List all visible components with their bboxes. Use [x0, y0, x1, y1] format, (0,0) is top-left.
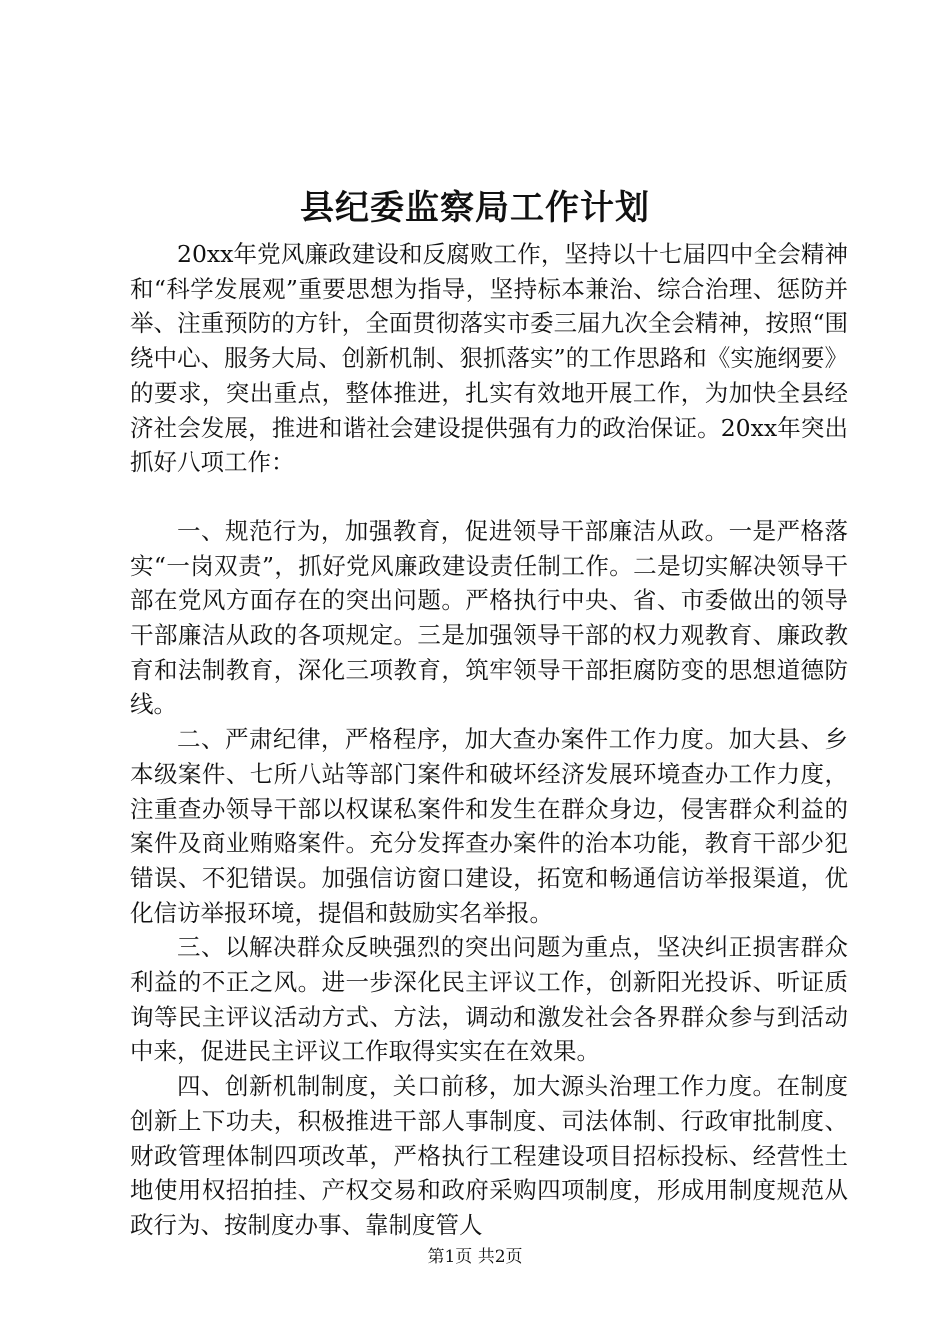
document-title: 县纪委监察局工作计划 — [300, 188, 650, 228]
document-body — [130, 237, 848, 1243]
paragraph-item-1: 一、规范行为，加强教育，促进领导干部廉洁从政。一是严格落实“一岗双责”，抓好党风廉政建设责任制工作。二是切实解决领导干部在党风方面存在的突出问题。严格执行中央、省、市委做出的领导干部廉洁从政的各项规定。三是加强领导干部的权力观教育、廉政教育和法制教育，深化三项教育，筑牢领导干部拒腐防变的思想道德防线。 — [130, 516, 848, 719]
intro-paragraph: 20xx年党风廉政建设和反腐败工作，坚持以十七届四中全会精神和“科学发展观”重要思想为指导，坚持标本兼治、综合治理、惩防并举、注重预防的方针，全面贯彻落实市委三届九次全会精神，按照“围绕中心、服务大局、创新机制、狠抓落实”的工作思路和《实施纲要》的要求，突出重点，整体推进，扎实有效地开展工作，为加快全县经济社会发展，推进和谐社会建设提供强有力的政治保证。20xx年突出抓好八项工作： — [130, 240, 848, 477]
paragraph-item-3: 三、以解决群众反映强烈的突出问题为重点，坚决纠正损害群众利益的不正之风。进一步深化民主评议工作，创新阳光投诉、听证质询等民主评议活动方式、方法，调动和激发社会各界群众参与到活动中来，促进民主评议工作取得实实在在效果。 — [130, 933, 848, 1066]
paragraph-item-2: 二、严肃纪律，严格程序，加大查办案件工作力度。加大县、乡本级案件、七所八站等部门案件和破坏经济发展环境查办工作力度，注重查办领导干部以权谋私案件和发生在群众身边，侵害群众利益的案件及商业贿赂案件。充分发挥查办案件的治本功能，教育干部少犯错误、不犯错误。加强信访窗口建设，拓宽和畅通信访举报渠道，优化信访举报环境，提倡和鼓励实名举报。 — [130, 725, 848, 927]
paragraph-item-4: 四、创新机制制度，关口前移，加大源头治理工作力度。在制度创新上下功夫，积极推进干部人事制度、司法体制、行政审批制度、财政管理体制四项改革，严格执行工程建设项目招标投标、经营性土地使用权招拍挂、产权交易和政府采购四项制度，形成用制度规范从政行为、按制度办事、靠制度管人 — [130, 1072, 848, 1239]
page-footer: 第1页 共2页 — [427, 1247, 523, 1267]
